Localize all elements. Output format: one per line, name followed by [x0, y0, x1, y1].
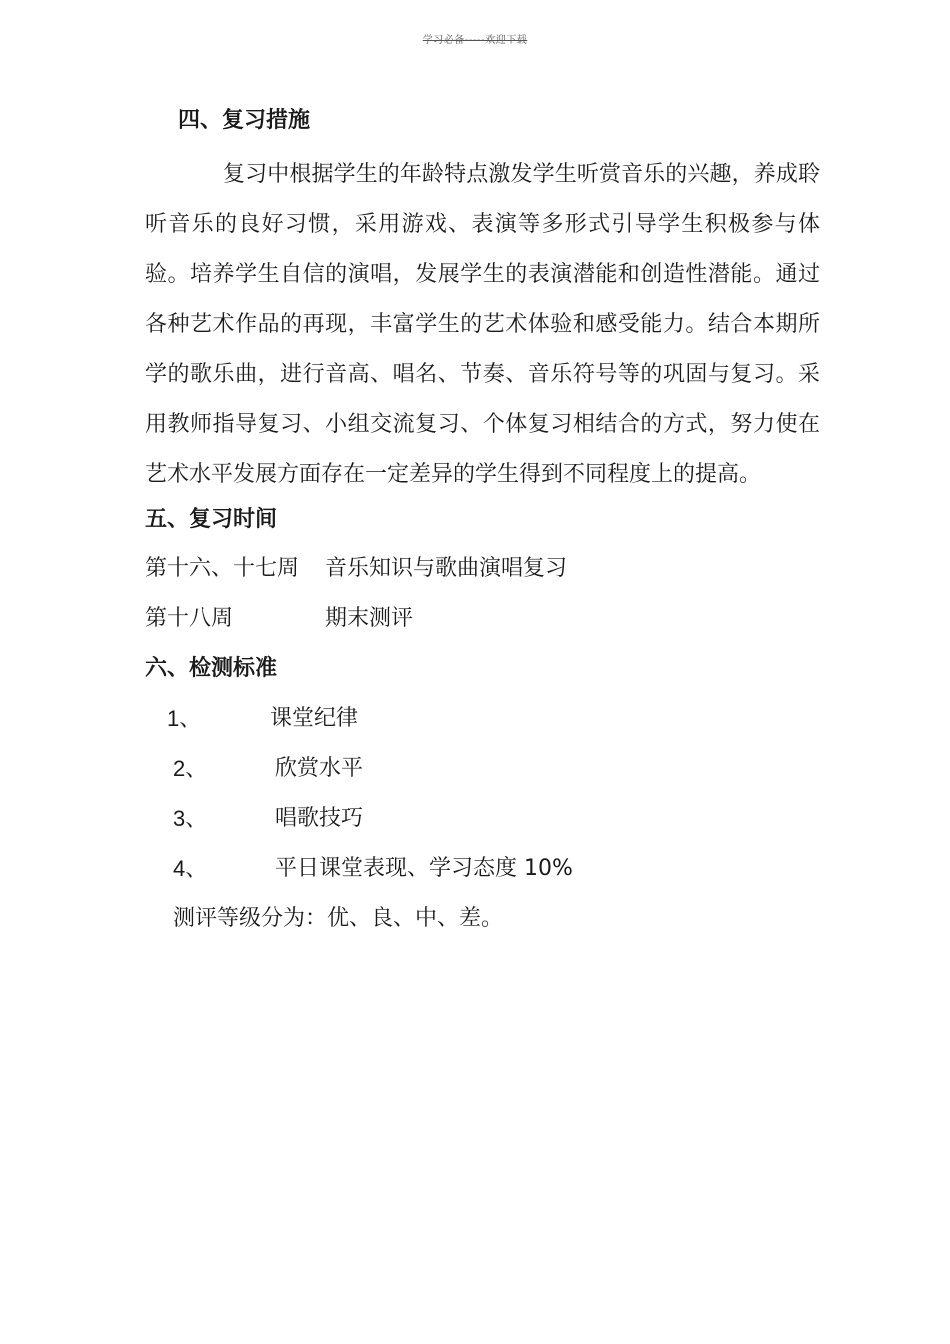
criteria-item-1-text: 课堂纪律	[270, 706, 359, 731]
page-header: 学习必备-----欢迎下载	[422, 35, 528, 46]
schedule-row-2-week: 第十八周	[145, 606, 234, 631]
section-4-paragraph: 复习中根据学生的年龄特点激发学生听赏音乐的兴趣，养成聆听音乐的良好习惯，采用游戏、表演等多形式引导学生积极参与体验。培养学生自信的演唱，发展学生的表演潜能和创造性潜能。通过各种艺术作品的再现，丰富学生的艺术体验和感受能力。结合本期所学的歌乐曲，进行音高、唱名、节奏、音乐符号等的巩固与复习。采用教师指导复习、小组交流复习、个体复习相结合的方式，努力使在艺术水平发展方面存在一定差异的学生得到不同程度上的提高。	[145, 162, 820, 487]
criteria-item-4-number: 4、	[173, 856, 208, 881]
schedule-row-1-week: 第十六、十七周	[145, 556, 300, 581]
section-6-title: 六、检测标准	[145, 656, 278, 681]
criteria-item-2-text: 欣赏水平	[275, 756, 364, 781]
criteria-item-3-number: 3、	[173, 806, 208, 831]
grading-note: 测评等级分为：优、良、中、差。	[173, 906, 504, 931]
criteria-item-4-text: 平日课堂表现、学习态度 10%	[275, 856, 573, 881]
schedule-row-2-content: 期末测评	[325, 606, 414, 631]
criteria-item-2-number: 2、	[173, 756, 208, 781]
section-4-title: 四、复习措施	[178, 108, 311, 133]
section-5-title: 五、复习时间	[145, 507, 278, 532]
schedule-row-1-content: 音乐知识与歌曲演唱复习	[325, 556, 568, 581]
criteria-item-1-number: 1、	[167, 706, 202, 731]
criteria-item-3-text: 唱歌技巧	[275, 806, 364, 831]
